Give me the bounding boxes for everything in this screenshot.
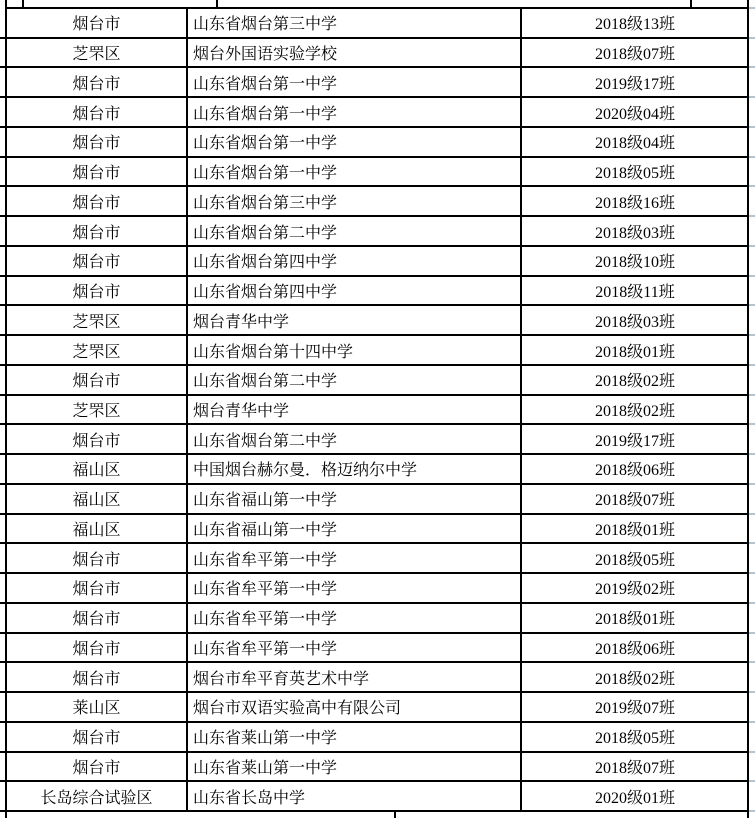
class-cell[interactable]: 2018级01班 xyxy=(594,611,675,629)
district-cell[interactable]: 福山区 xyxy=(72,521,121,539)
district-cell[interactable]: 福山区 xyxy=(72,492,121,510)
district-cell[interactable]: 烟台市 xyxy=(72,75,121,93)
table-row xyxy=(6,8,749,38)
sheet-gridline-tick xyxy=(749,721,755,723)
table-row xyxy=(6,722,749,752)
school-cell[interactable]: 山东省烟台第三中学 xyxy=(193,16,338,34)
sheet-gridline-tick xyxy=(749,780,755,782)
table-row xyxy=(6,127,749,157)
sheet-gridline-tick xyxy=(749,66,755,68)
table-row xyxy=(6,395,749,425)
district-cell[interactable]: 烟台市 xyxy=(72,759,121,777)
class-cell[interactable]: 2018级03班 xyxy=(594,313,675,331)
school-cell[interactable]: 中国烟台赫尔曼．格迈纳尔中学 xyxy=(193,462,418,480)
class-cell[interactable]: 2019级17班 xyxy=(594,432,675,450)
school-cell[interactable]: 烟台外国语实验学校 xyxy=(193,46,338,64)
class-cell[interactable]: 2019级02班 xyxy=(594,581,675,599)
table-row xyxy=(6,335,749,365)
class-cell[interactable]: 2018级10班 xyxy=(594,254,675,272)
district-cell[interactable]: 烟台市 xyxy=(72,551,121,569)
school-cell[interactable]: 山东省牟平第一中学 xyxy=(193,640,338,658)
sheet-gridline-tick xyxy=(749,661,755,663)
district-cell[interactable]: 芝罘区 xyxy=(72,46,121,64)
sheet-gridline-tick xyxy=(749,483,755,485)
class-cell[interactable]: 2018级03班 xyxy=(594,224,675,242)
school-cell[interactable]: 烟台市双语实验高中有限公司 xyxy=(193,700,402,718)
school-cell[interactable]: 山东省烟台第二中学 xyxy=(193,432,338,450)
school-cell[interactable]: 山东省烟台第十四中学 xyxy=(193,343,354,361)
class-cell[interactable]: 2018级04班 xyxy=(594,135,675,153)
district-cell[interactable]: 烟台市 xyxy=(72,373,121,391)
district-cell[interactable]: 烟台市 xyxy=(72,224,121,242)
sheet-gridline-tick xyxy=(749,632,755,634)
school-cell[interactable]: 山东省烟台第四中学 xyxy=(193,254,338,272)
class-cell[interactable]: 2018级02班 xyxy=(594,402,675,420)
table-row xyxy=(6,752,749,782)
sheet-gridline-tick xyxy=(749,126,755,128)
sheet-gridline-tick xyxy=(749,156,755,158)
class-cell[interactable]: 2018级01班 xyxy=(594,343,675,361)
sheet-gridline-tick xyxy=(749,37,755,39)
class-cell[interactable]: 2018级01班 xyxy=(594,521,675,539)
class-cell[interactable]: 2019级17班 xyxy=(594,75,675,93)
sheet-gridline-tick xyxy=(749,453,755,455)
table-row xyxy=(6,97,749,127)
table-row xyxy=(6,67,749,97)
class-cell[interactable]: 2018级02班 xyxy=(594,373,675,391)
school-cell[interactable]: 烟台青华中学 xyxy=(193,402,290,420)
school-cell[interactable]: 山东省烟台第一中学 xyxy=(193,75,338,93)
sheet-gridline-tick xyxy=(749,810,755,812)
table-row xyxy=(6,484,749,514)
table-row xyxy=(6,424,749,454)
table-row xyxy=(6,276,749,306)
sheet-gridline-tick xyxy=(749,334,755,336)
district-cell[interactable]: 烟台市 xyxy=(72,432,121,450)
district-cell[interactable]: 芝罘区 xyxy=(72,402,121,420)
district-cell[interactable]: 烟台市 xyxy=(72,16,121,34)
class-cell[interactable]: 2018级07班 xyxy=(594,759,675,777)
school-cell[interactable]: 山东省莱山第一中学 xyxy=(193,759,338,777)
school-cell[interactable]: 山东省烟台第二中学 xyxy=(193,373,338,391)
table-row xyxy=(6,246,749,276)
clipped-bottom-row-divider xyxy=(394,811,396,818)
table-row xyxy=(6,662,749,692)
school-cell[interactable]: 山东省烟台第三中学 xyxy=(193,194,338,212)
class-cell[interactable]: 2020级04班 xyxy=(594,105,675,123)
table-row xyxy=(6,543,749,573)
district-cell[interactable]: 芝罘区 xyxy=(72,313,121,331)
class-cell[interactable]: 2018级05班 xyxy=(594,551,675,569)
table-row xyxy=(6,692,749,722)
table-row xyxy=(6,781,749,811)
class-cell[interactable]: 2018级07班 xyxy=(594,492,675,510)
table-row xyxy=(6,157,749,187)
sheet-gridline-tick xyxy=(749,275,755,277)
school-cell[interactable]: 山东省烟台第一中学 xyxy=(193,135,338,153)
sheet-gridline-tick xyxy=(749,96,755,98)
sheet-gridline-tick xyxy=(749,691,755,693)
district-cell[interactable]: 烟台市 xyxy=(72,670,121,688)
sheet-gridline-tick xyxy=(749,7,755,9)
sheet-gridline-tick xyxy=(749,394,755,396)
sheet-gridline-tick xyxy=(749,602,755,604)
class-cell[interactable]: 2018级06班 xyxy=(594,640,675,658)
sheet-gridline-tick xyxy=(749,364,755,366)
class-cell[interactable]: 2018级05班 xyxy=(594,730,675,748)
class-cell[interactable]: 2020级01班 xyxy=(594,789,675,807)
class-cell[interactable]: 2018级07班 xyxy=(594,46,675,64)
district-cell[interactable]: 烟台市 xyxy=(72,581,121,599)
class-cell[interactable]: 2018级02班 xyxy=(594,670,675,688)
table-row xyxy=(6,305,749,335)
district-cell[interactable]: 烟台市 xyxy=(72,254,121,272)
district-cell[interactable]: 烟台市 xyxy=(72,194,121,212)
sheet-gridline-tick xyxy=(749,751,755,753)
class-cell[interactable]: 2018级06班 xyxy=(594,462,675,480)
table-row xyxy=(6,514,749,544)
school-cell[interactable]: 山东省烟台第二中学 xyxy=(193,224,338,242)
class-cell[interactable]: 2019级07班 xyxy=(594,700,675,718)
district-cell[interactable]: 芝罘区 xyxy=(72,343,121,361)
sheet-gridline-tick xyxy=(749,185,755,187)
sheet-gridline-tick xyxy=(749,215,755,217)
school-cell[interactable]: 烟台市牟平育英艺术中学 xyxy=(193,670,370,688)
district-cell[interactable]: 莱山区 xyxy=(72,700,121,718)
sheet-gridline-tick xyxy=(749,304,755,306)
school-cell[interactable]: 山东省长岛中学 xyxy=(193,789,306,807)
table-row xyxy=(6,633,749,663)
table-row xyxy=(6,573,749,603)
school-cell[interactable]: 山东省烟台第一中学 xyxy=(193,105,338,123)
school-cell[interactable]: 山东省牟平第一中学 xyxy=(193,551,338,569)
class-cell[interactable]: 2018级16班 xyxy=(594,194,675,212)
table-row xyxy=(6,216,749,246)
class-cell[interactable]: 2018级11班 xyxy=(595,284,675,302)
district-cell[interactable]: 烟台市 xyxy=(72,284,121,302)
district-cell[interactable]: 烟台市 xyxy=(72,730,121,748)
district-cell[interactable]: 福山区 xyxy=(72,462,121,480)
sheet-gridline-tick xyxy=(749,513,755,515)
district-cell[interactable]: 烟台市 xyxy=(72,165,121,183)
table-row xyxy=(6,365,749,395)
school-cell[interactable]: 山东省烟台第一中学 xyxy=(193,165,338,183)
class-cell[interactable]: 2018级05班 xyxy=(594,165,675,183)
school-cell[interactable]: 山东省牟平第一中学 xyxy=(193,611,338,629)
district-cell[interactable]: 烟台市 xyxy=(72,135,121,153)
table-row xyxy=(6,603,749,633)
sheet-gridline-tick xyxy=(749,423,755,425)
sheet-gridline-tick xyxy=(749,245,755,247)
district-cell[interactable]: 烟台市 xyxy=(72,611,121,629)
class-cell[interactable]: 2018级13班 xyxy=(594,16,675,34)
district-cell[interactable]: 烟台市 xyxy=(72,640,121,658)
district-cell[interactable]: 烟台市 xyxy=(72,105,121,123)
sheet-gridline-tick xyxy=(749,542,755,544)
table-row xyxy=(6,38,749,68)
sheet-gridline-tick xyxy=(749,572,755,574)
table-row xyxy=(6,454,749,484)
school-cell[interactable]: 山东省莱山第一中学 xyxy=(193,730,338,748)
school-cell[interactable]: 山东省牟平第一中学 xyxy=(193,581,338,599)
table-row xyxy=(6,186,749,216)
school-cell[interactable]: 烟台青华中学 xyxy=(193,313,290,331)
district-cell[interactable]: 长岛综合试验区 xyxy=(40,789,153,807)
school-cell[interactable]: 山东省福山第一中学 xyxy=(193,521,338,539)
school-cell[interactable]: 山东省烟台第四中学 xyxy=(193,284,338,302)
school-cell[interactable]: 山东省福山第一中学 xyxy=(193,492,338,510)
